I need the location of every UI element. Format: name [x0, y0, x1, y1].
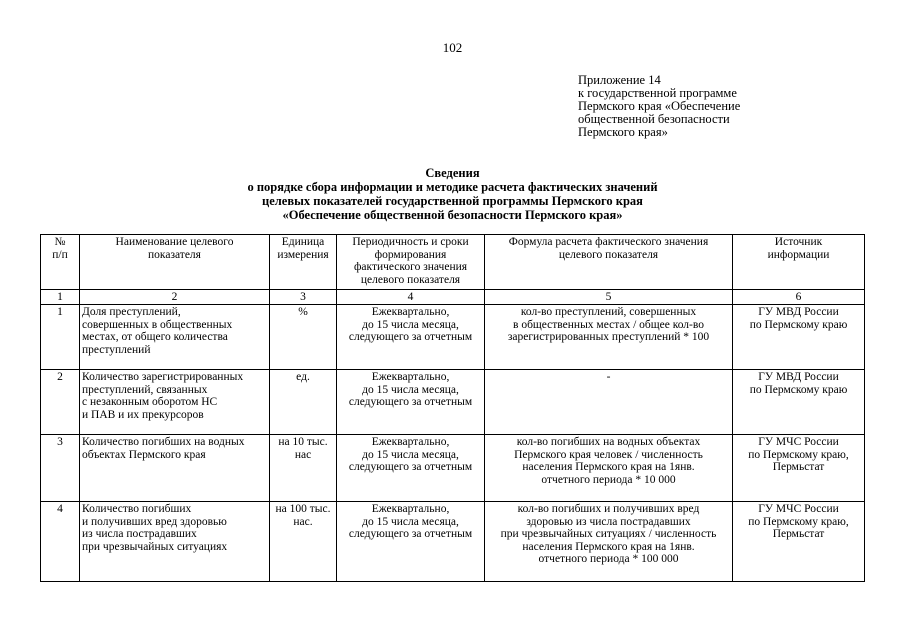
indicator-formula: кол-во погибших и получивших вред здоровью из числа пострадавших при чрезвычайных ситуациях / численность населения Пермского края на 1янв. отчетного периода * 100 000: [485, 502, 733, 582]
appendix-line: к государственной программе: [578, 86, 737, 100]
indicators-table: [40, 234, 865, 582]
indicator-source: ГУ МВД России по Пермскому краю: [733, 370, 865, 435]
indicator-formula: кол-во погибших на водных объектах Пермского края человек / численность населения Пермского края на 1янв. отчетного периода * 10 000: [485, 435, 733, 502]
indicator-name: Количество погибших на водных объектах Пермского края: [80, 435, 270, 502]
row-number: 4: [41, 502, 80, 582]
column-number: 1: [41, 290, 80, 305]
title-line: «Обеспечение общественной безопасности Пермского края»: [282, 208, 623, 222]
header-cell-source: Источник информации: [733, 235, 865, 290]
header-cell-name: Наименование целевого показателя: [80, 235, 270, 290]
indicator-source: ГУ МЧС России по Пермскому краю, Пермьстат: [733, 502, 865, 582]
title-line: о порядке сбора информации и методике расчета фактических значений: [247, 180, 658, 194]
table-row: [41, 435, 865, 502]
column-number: 6: [733, 290, 865, 305]
indicator-unit: на 100 тыс. нас.: [270, 502, 337, 582]
header-cell-formula: Формула расчета фактического значения целевого показателя: [485, 235, 733, 290]
header-cell-num: № п/п: [41, 235, 80, 290]
header-cell-unit: Единица измерения: [270, 235, 337, 290]
indicator-name: Доля преступлений, совершенных в общественных местах, от общего количества преступлений: [80, 305, 270, 370]
page-number: 102: [442, 40, 463, 55]
indicator-formula: -: [485, 370, 733, 435]
column-number: 2: [80, 290, 270, 305]
column-number: 3: [270, 290, 337, 305]
indicator-period: Ежеквартально, до 15 числа месяца, следующего за отчетным: [337, 370, 485, 435]
indicator-unit: %: [270, 305, 337, 370]
indicator-formula: кол-во преступлений, совершенных в общественных местах / общее кол-во зарегистрированных преступлений * 100: [485, 305, 733, 370]
table-header-row: [41, 235, 865, 290]
indicator-name: Количество зарегистрированных преступлений, связанных с незаконным оборотом НС и ПАВ и их прекурсоров: [80, 370, 270, 435]
document-title: [0, 166, 905, 222]
title-line: Сведения: [425, 166, 480, 180]
appendix-block: [578, 74, 818, 139]
row-number: 2: [41, 370, 80, 435]
indicator-period: Ежеквартально, до 15 числа месяца, следующего за отчетным: [337, 305, 485, 370]
table-row: [41, 370, 865, 435]
table-row: [41, 305, 865, 370]
appendix-line: Пермского края»: [578, 125, 668, 139]
indicator-source: ГУ МЧС России по Пермскому краю, Пермьстат: [733, 435, 865, 502]
table-row: [41, 502, 865, 582]
indicator-name: Количество погибших и получивших вред здоровью из числа пострадавших при чрезвычайных ситуациях: [80, 502, 270, 582]
column-number-row: [41, 290, 865, 305]
column-number: 5: [485, 290, 733, 305]
indicator-unit: ед.: [270, 370, 337, 435]
row-number: 1: [41, 305, 80, 370]
indicator-period: Ежеквартально, до 15 числа месяца, следующего за отчетным: [337, 502, 485, 582]
appendix-line: Пермского края «Обеспечение: [578, 99, 741, 113]
title-line: целевых показателей государственной программы Пермского края: [262, 194, 643, 208]
appendix-line: общественной безопасности: [578, 112, 730, 126]
row-number: 3: [41, 435, 80, 502]
header-cell-period: Периодичность и сроки формирования фактического значения целевого показателя: [337, 235, 485, 290]
indicator-period: Ежеквартально, до 15 числа месяца, следующего за отчетным: [337, 435, 485, 502]
indicator-unit: на 10 тыс. нас: [270, 435, 337, 502]
indicator-source: ГУ МВД России по Пермскому краю: [733, 305, 865, 370]
column-number: 4: [337, 290, 485, 305]
appendix-line: Приложение 14: [578, 73, 661, 87]
